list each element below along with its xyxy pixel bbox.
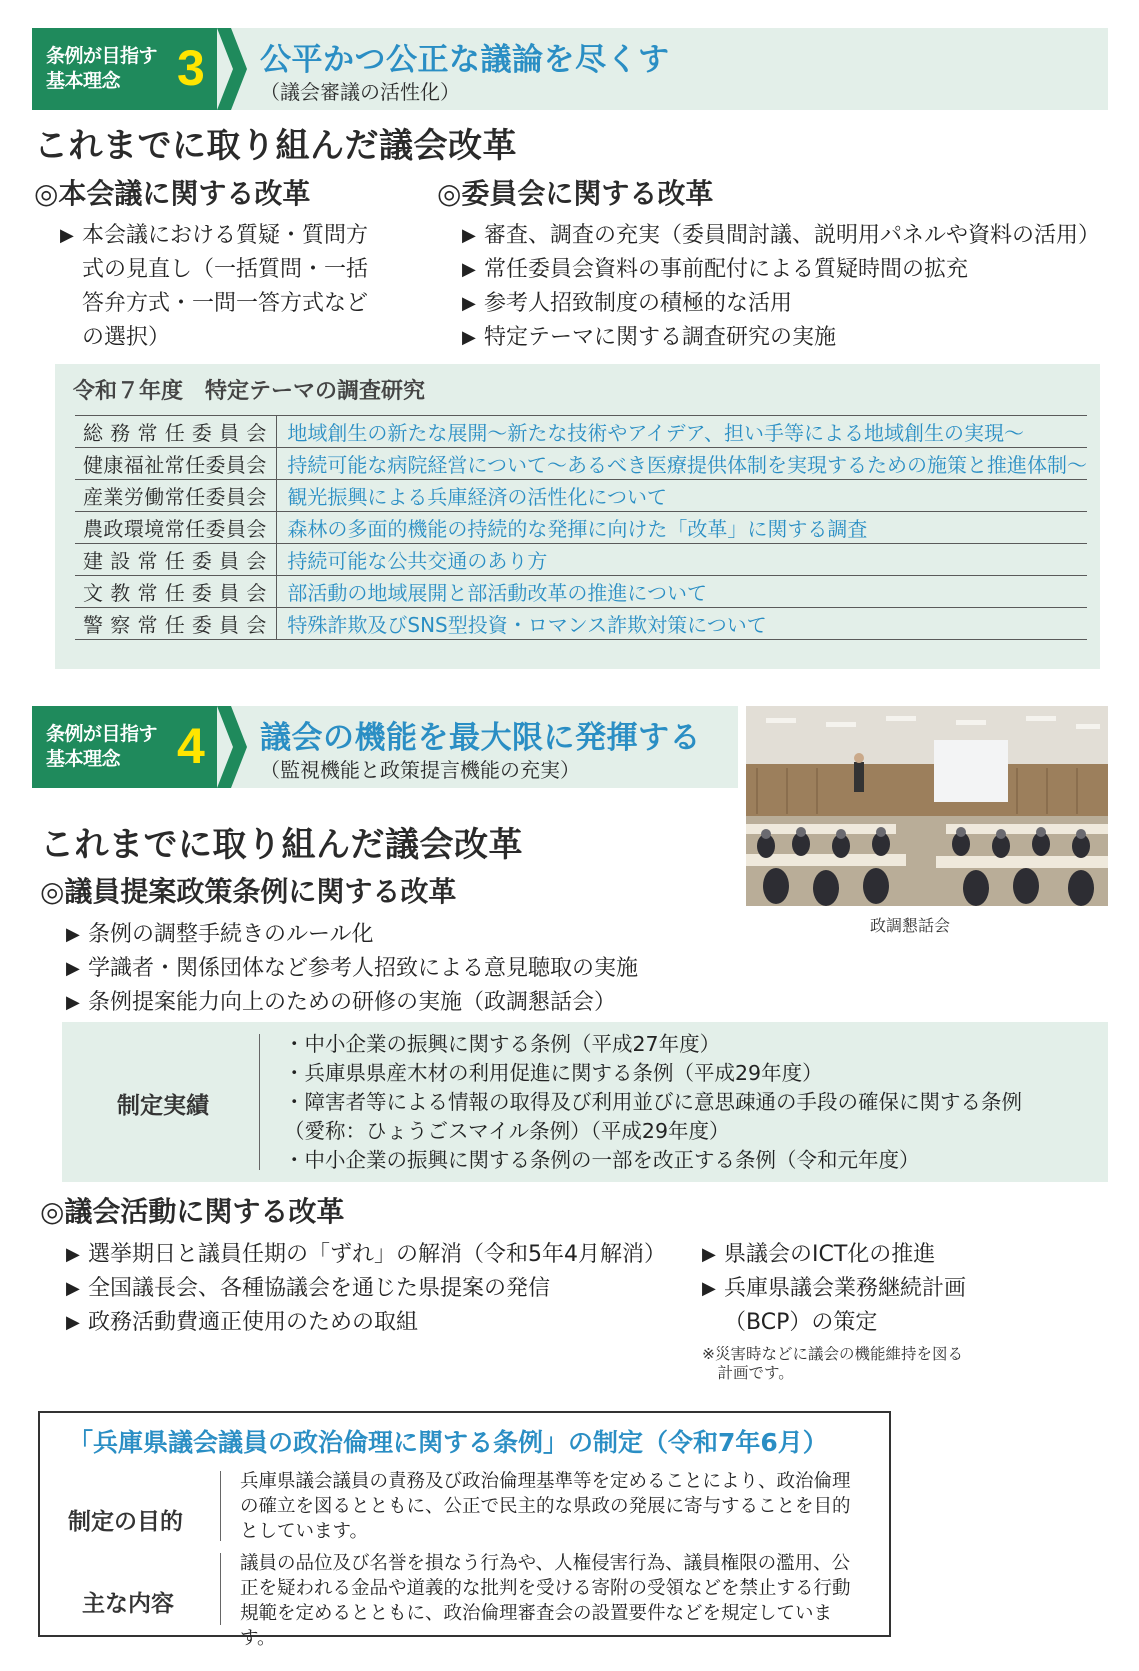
section4-subtitle: （監視機能と政策提言機能の充実） bbox=[260, 758, 580, 782]
table-row bbox=[75, 512, 1087, 544]
meeting-room-image bbox=[746, 706, 1108, 906]
plenary-heading: ◎本会議に関する改革 bbox=[34, 177, 311, 210]
section4-tag bbox=[32, 706, 217, 788]
section4-tag-text bbox=[46, 722, 157, 772]
section4-banner bbox=[32, 706, 738, 788]
section3-title: 公平かつ公正な議論を尽くす bbox=[260, 42, 670, 78]
committee-heading: ◎委員会に関する改革 bbox=[437, 177, 714, 210]
section3-tag-line1: 条例が目指す bbox=[46, 45, 158, 67]
section3-tag-line2: 基本理念 bbox=[46, 70, 121, 92]
section4-title: 議会の機能を最大限に発揮する bbox=[260, 720, 701, 756]
ethics-title: 「兵庫県議会議員の政治倫理に関する条例」の制定（令和7年6月） bbox=[68, 1428, 828, 1457]
section4-heading: これまでに取り組んだ議会改革 bbox=[40, 825, 523, 865]
list-item: ▶ 政務活動費適正使用のための取組 bbox=[66, 1306, 666, 1340]
research-topic: 観光振興による兵庫経済の活性化について bbox=[277, 480, 1087, 512]
activity-heading: ◎議会活動に関する改革 bbox=[40, 1195, 345, 1228]
table-row bbox=[75, 448, 1087, 480]
table-row bbox=[75, 576, 1087, 608]
research-topic: 特殊詐欺及びSNS型投資・ロマンス詐欺対策について bbox=[277, 608, 1087, 640]
committee-name: 警察常任委員会 bbox=[75, 608, 277, 640]
list-item: ▶ 常任委員会資料の事前配付による質疑時間の拡充 bbox=[462, 253, 1100, 287]
list-item: ▶ 県議会のICT化の推進 bbox=[702, 1238, 987, 1272]
divider bbox=[220, 1471, 221, 1541]
list-item: ・障害者等による情報の取得及び利用並びに意思疎通の手段の確保に関する条例 bbox=[284, 1090, 1022, 1114]
list-item: ▶ 特定テーマに関する調査研究の実施 bbox=[462, 321, 1100, 355]
list-item: ▶ 全国議長会、各種協議会を通じた県提案の発信 bbox=[66, 1272, 666, 1306]
enactment-record-list bbox=[284, 1030, 1022, 1175]
research-topic: 部活動の地域展開と部活動改革の推進について bbox=[277, 576, 1087, 608]
content-text: 議員の品位及び名誉を損なう行為や、人権侵害行為、議員権限の濫用、公正を疑われる金品や道義的な批判を受ける寄附の受領などを禁止する行動規範を定めるとともに、政治倫理審査会の設置要件などを規定しています。 bbox=[240, 1553, 851, 1649]
theme-research-table bbox=[75, 415, 1087, 640]
activity-list-right bbox=[702, 1238, 987, 1340]
section4-number: 4 bbox=[177, 718, 205, 774]
committee-list bbox=[462, 219, 1100, 355]
list-item: ・中小企業の振興に関する条例（平成27年度） bbox=[284, 1032, 721, 1056]
photo-caption: 政調懇話会 bbox=[870, 916, 951, 935]
activity-list-left bbox=[66, 1238, 666, 1340]
research-topic: 地域創生の新たな展開～新たな技術やアイデア、担い手等による地域創生の実現～ bbox=[277, 416, 1087, 448]
list-item: ▶ 参考人招致制度の積極的な活用 bbox=[462, 287, 1100, 321]
plenary-list bbox=[60, 219, 380, 355]
chevron-right-icon bbox=[217, 28, 247, 110]
enactment-record-panel bbox=[62, 1022, 1108, 1182]
list-item: ▶ 選挙期日と議員任期の「ずれ」の解消（令和5年4月解消） bbox=[66, 1238, 666, 1272]
table-row bbox=[75, 544, 1087, 576]
content-label: 主な内容 bbox=[82, 1591, 174, 1617]
research-topic: 持続可能な公共交通のあり方 bbox=[277, 544, 1087, 576]
committee-name: 総務常任委員会 bbox=[75, 416, 277, 448]
section4-tag-line2: 基本理念 bbox=[46, 748, 121, 770]
table-row bbox=[75, 608, 1087, 640]
section3-number: 3 bbox=[177, 40, 205, 96]
list-item: （愛称：ひょうごスマイル条例）（平成29年度） bbox=[284, 1119, 730, 1143]
committee-name: 文教常任委員会 bbox=[75, 576, 277, 608]
list-item: ▶ 兵庫県議会業務継続計画（BCP）の策定 bbox=[702, 1272, 987, 1340]
table-row bbox=[75, 416, 1087, 448]
ordinance-list bbox=[66, 918, 638, 1020]
theme-research-panel bbox=[55, 364, 1100, 669]
divider bbox=[220, 1553, 221, 1625]
list-item: ・兵庫県県産木材の利用促進に関する条例（平成29年度） bbox=[284, 1061, 823, 1085]
theme-research-heading: 令和７年度 特定テーマの調査研究 bbox=[73, 379, 426, 404]
list-item: ▶ 審査、調査の充実（委員間討議、説明用パネルや資料の活用） bbox=[462, 219, 1100, 253]
bcp-note: ※災害時などに議会の機能維持を図る計画です。 bbox=[702, 1345, 963, 1382]
section3-tag-text bbox=[46, 44, 157, 94]
list-item: ▶ 本会議における質疑・質問方式の見直し（一括質問・一括答弁方式・一問一答方式などの選択） bbox=[60, 219, 380, 355]
list-item: ・中小企業の振興に関する条例の一部を改正する条例（令和元年度） bbox=[284, 1148, 920, 1172]
list-item: ▶ 条例の調整手続きのルール化 bbox=[66, 918, 638, 952]
committee-name: 健康福祉常任委員会 bbox=[75, 448, 277, 480]
ordinance-heading: ◎議員提案政策条例に関する改革 bbox=[40, 875, 457, 908]
section3-subtitle: （議会審議の活性化） bbox=[260, 80, 460, 104]
table-row bbox=[75, 480, 1087, 512]
meeting-photo bbox=[746, 706, 1108, 906]
list-item: ▶ 条例提案能力向上のための研修の実施（政調懇話会） bbox=[66, 986, 638, 1020]
section3-tag bbox=[32, 28, 217, 110]
list-item: ▶ 学識者・関係団体など参考人招致による意見聴取の実施 bbox=[66, 952, 638, 986]
committee-name: 農政環境常任委員会 bbox=[75, 512, 277, 544]
section3-banner bbox=[32, 28, 1108, 110]
section4-tag-line1: 条例が目指す bbox=[46, 723, 158, 745]
section3-heading: これまでに取り組んだ議会改革 bbox=[34, 126, 517, 166]
committee-name: 産業労働常任委員会 bbox=[75, 480, 277, 512]
divider bbox=[259, 1034, 260, 1170]
ethics-ordinance-box bbox=[38, 1411, 891, 1649]
chevron-right-icon bbox=[217, 706, 247, 788]
purpose-text: 兵庫県議会議員の責務及び政治倫理基準等を定めることにより、政治倫理の確立を図るとともに、公正で民主的な県政の発展に寄与することを目的としています。 bbox=[240, 1471, 851, 1542]
purpose-label: 制定の目的 bbox=[68, 1509, 183, 1535]
committee-name: 建設常任委員会 bbox=[75, 544, 277, 576]
research-topic: 持続可能な病院経営について～あるべき医療提供体制を実現するための施策と推進体制～ bbox=[277, 448, 1087, 480]
research-topic: 森林の多面的機能の持続的な発揮に向けた「改革」に関する調査 bbox=[277, 512, 1087, 544]
enactment-record-label: 制定実績 bbox=[117, 1093, 209, 1119]
